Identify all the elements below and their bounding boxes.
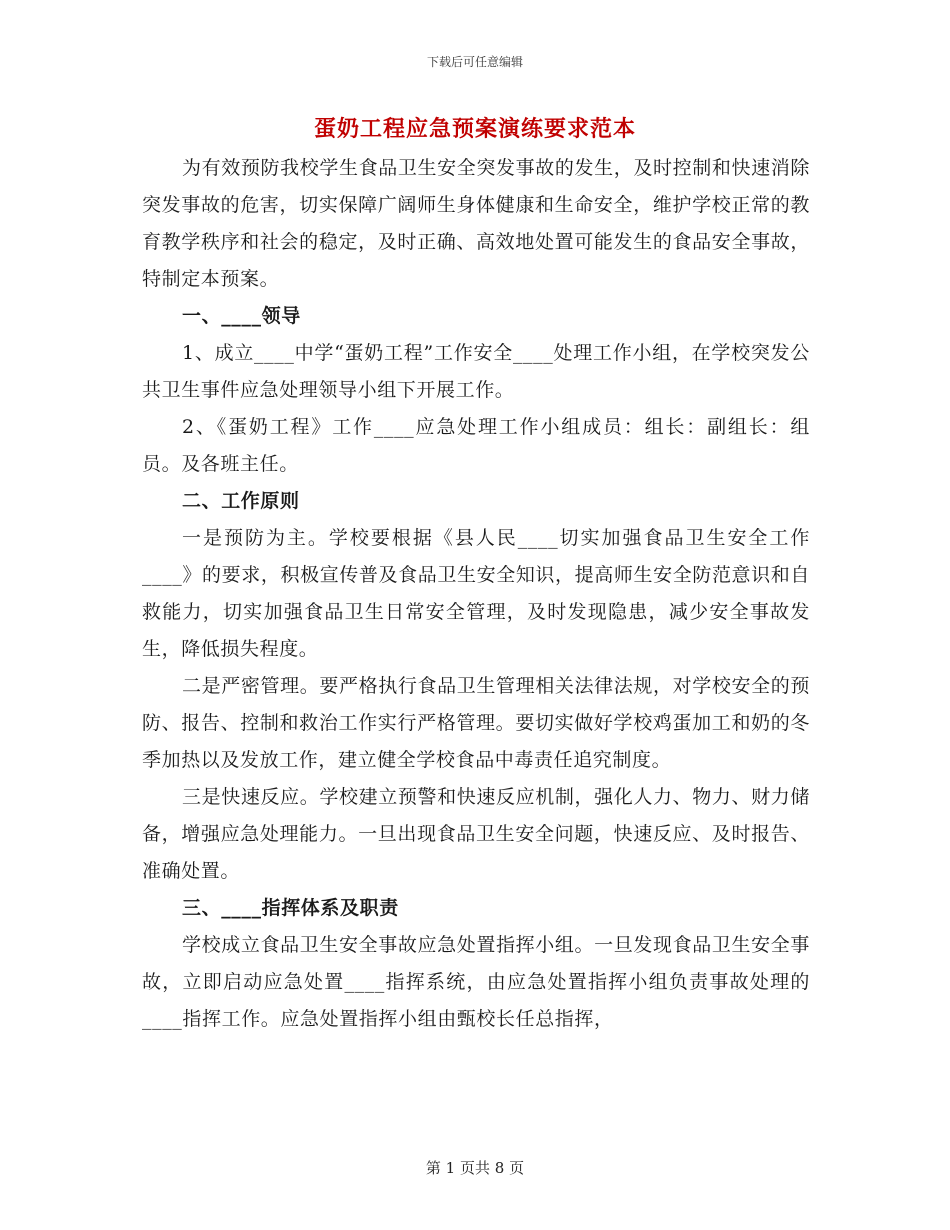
principle-response: 三是快速反应。学校建立预警和快速反应机制，强化人力、物力、财力储备，增强应急处理能力。一旦出现食品卫生安全问题，快速反应、及时报告、准确处置。 bbox=[142, 786, 810, 882]
leadership-item-1: 1、成立____中学“蛋奶工程”工作安全____处理工作小组，在学校突发公共卫生事件应急处理领导小组下开展工作。 bbox=[142, 342, 810, 401]
command-paragraph: 学校成立食品卫生安全事故应急处置指挥小组。一旦发现食品卫生安全事故，立即启动应急处置____指挥系统，由应急处置指挥小组负责事故处理的____指挥工作。应急处置指挥小组由甄校长任总指挥， bbox=[142, 934, 810, 1030]
intro-paragraph: 为有效预防我校学生食品卫生安全突发事故的发生，及时控制和快速消除突发事故的危害，切实保障广阔师生身体健康和生命安全，维护学校正常的教育教学秩序和社会的稳定，及时正确、高效地处置可能发生的食品安全事故，特制定本预案。 bbox=[142, 157, 810, 290]
section-heading-leadership: 一、____领导 bbox=[182, 305, 301, 327]
leadership-item-2: 2、《蛋奶工程》工作____应急处理工作小组成员：组长：副组长：组员。及各班主任。 bbox=[142, 416, 810, 475]
section-heading-command: 三、____指挥体系及职责 bbox=[182, 897, 399, 919]
principle-prevention: 一是预防为主。学校要根据《县人民____切实加强食品卫生安全工作____》的要求，积极宣传普及食品卫生安全知识，提高师生安全防范意识和自救能力，切实加强食品卫生日常安全管理，及时发现隐患，减少安全事故发生，降低损失程度。 bbox=[142, 527, 810, 660]
header-note: 下载后可任意编辑 bbox=[426, 55, 523, 69]
principle-management: 二是严密管理。要严格执行食品卫生管理相关法律法规，对学校安全的预防、报告、控制和救治工作实行严格管理。要切实做好学校鸡蛋加工和奶的冬季加热以及发放工作，建立健全学校食品中毒责任追究制度。 bbox=[142, 675, 810, 771]
document-body bbox=[142, 150, 810, 1038]
section-heading-principles: 二、工作原则 bbox=[182, 490, 300, 512]
document-title: 蛋奶工程应急预案演练要求范本 bbox=[313, 116, 636, 142]
page-number: 第 1 页共 8 页 bbox=[425, 1159, 525, 1177]
